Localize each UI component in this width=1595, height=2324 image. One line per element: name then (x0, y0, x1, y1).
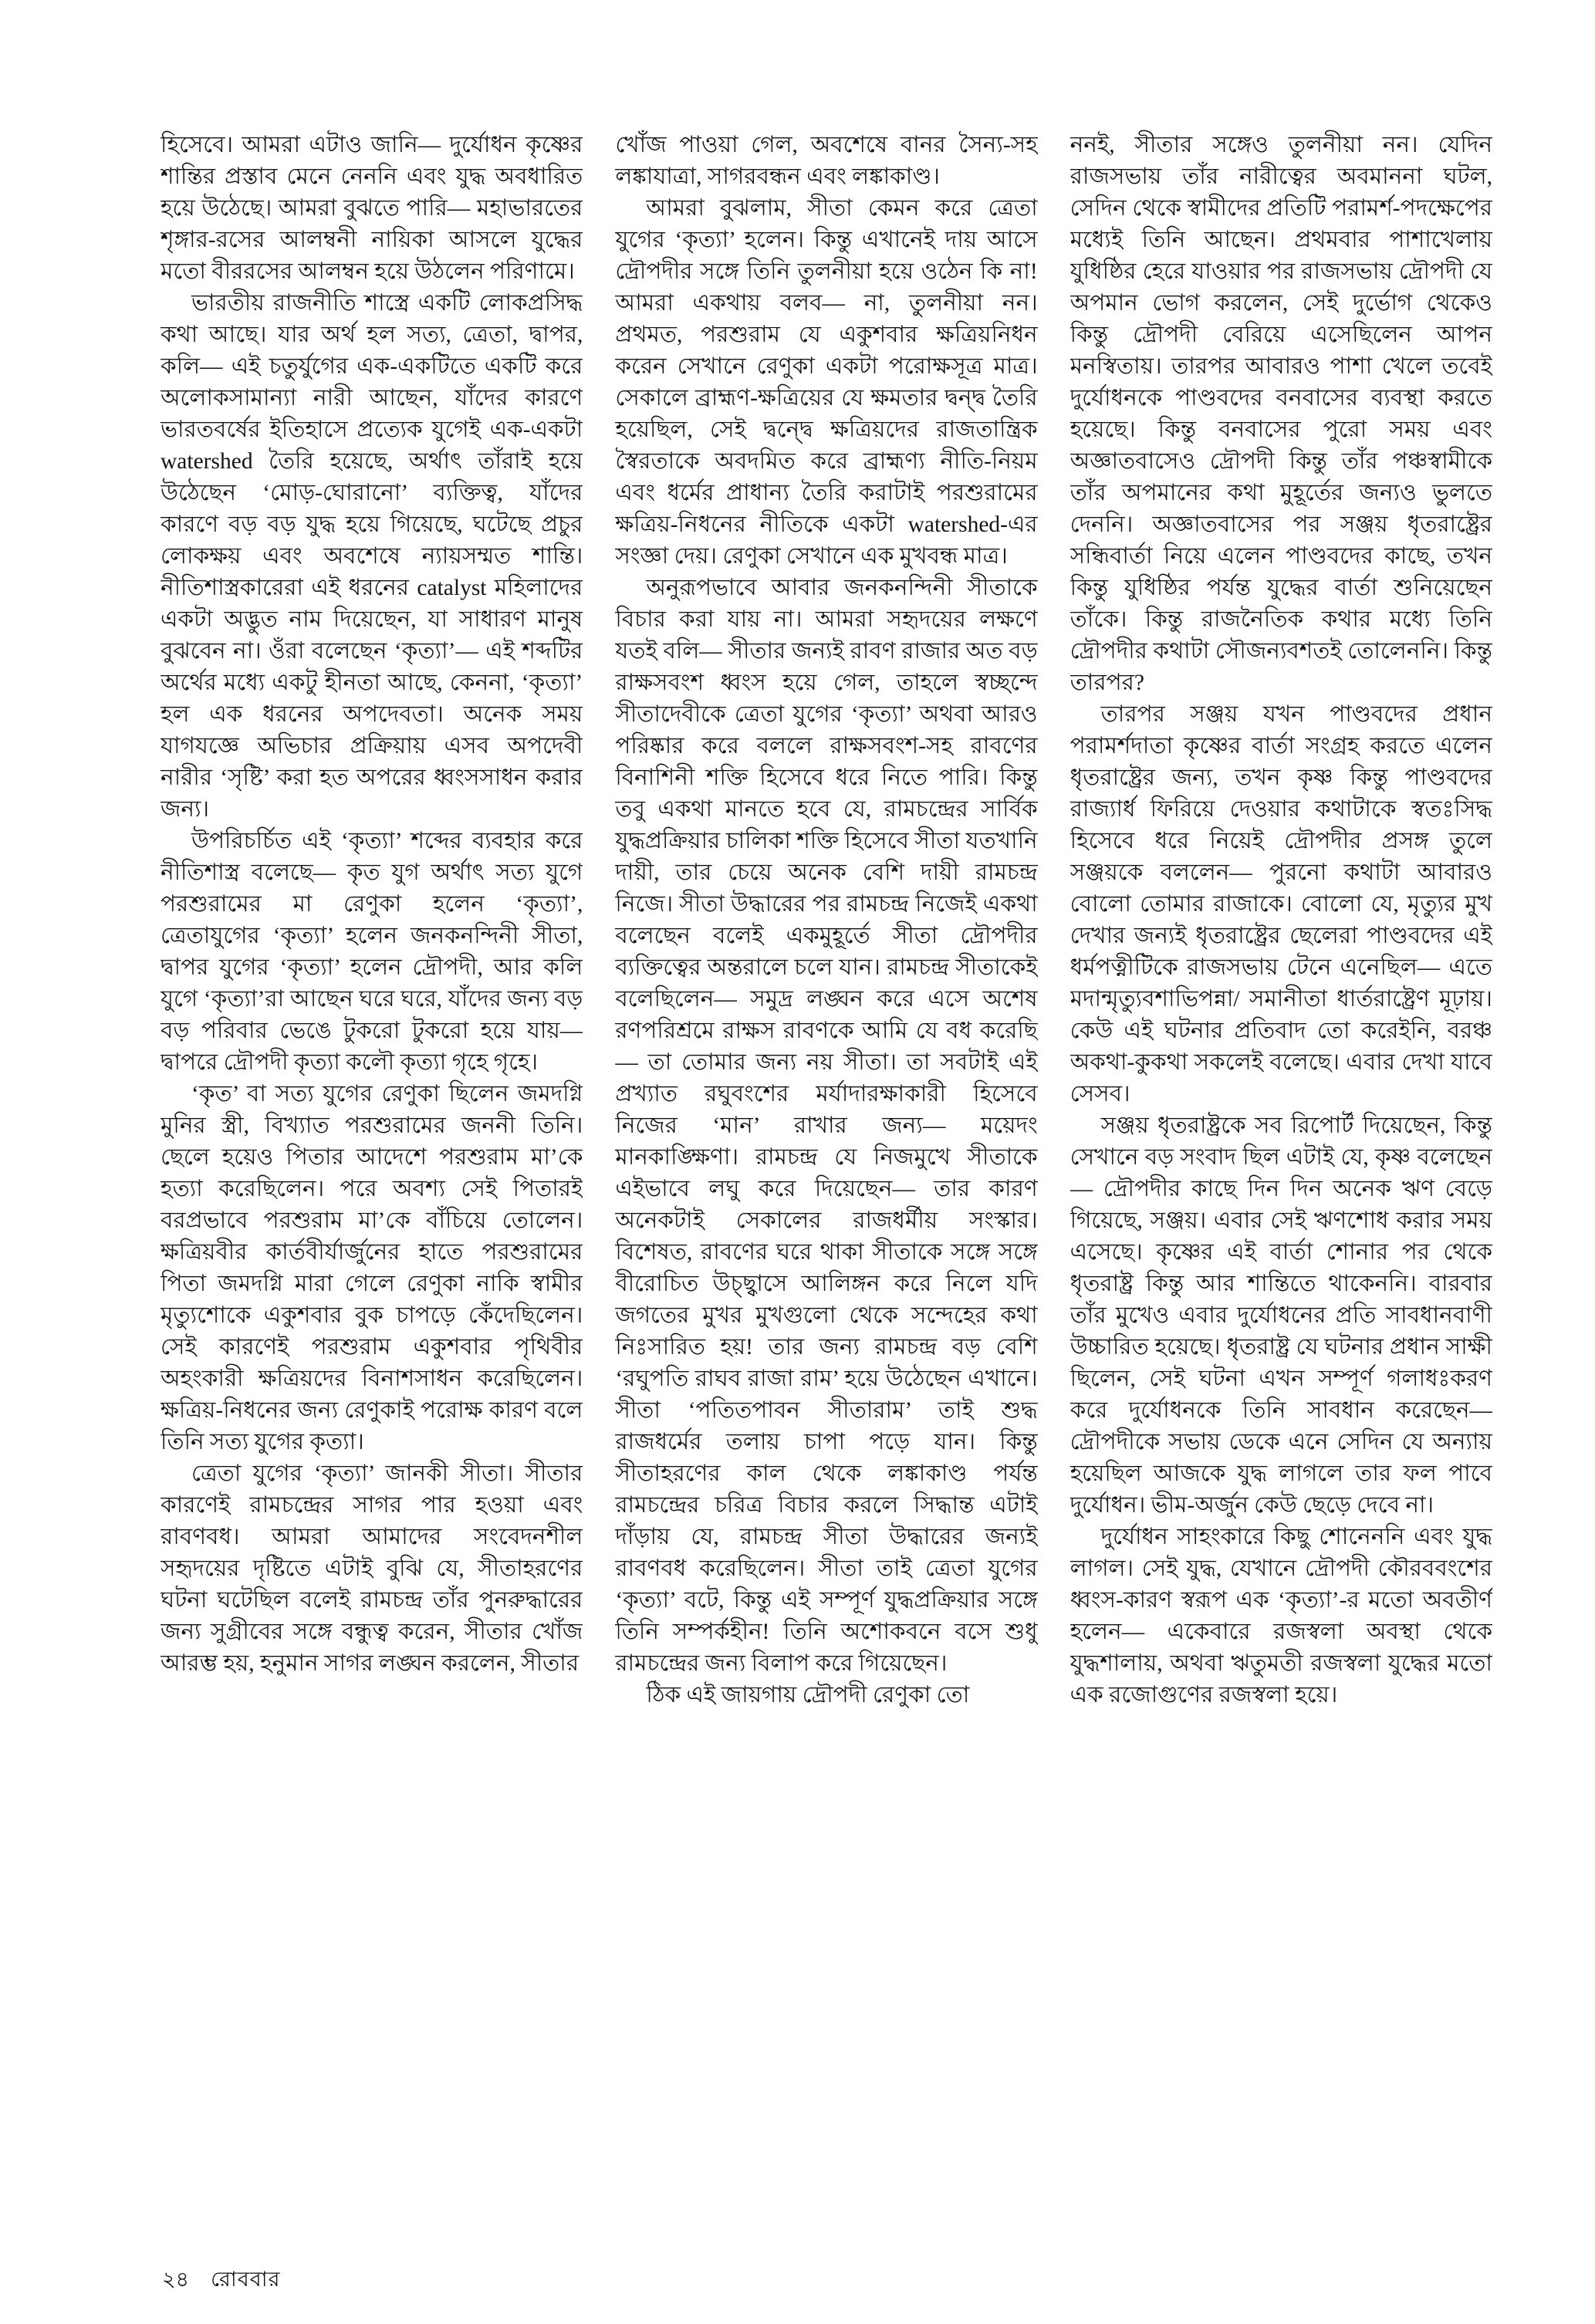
text-column-2 (615, 130, 1037, 2265)
paragraph: উপরিচর্চিত এই ‘কৃত্যা’ শব্দের ব্যবহার করে নীতিশাস্ত্র বলেছে— কৃত যুগ অর্থাৎ সত্য যুগে পরশুরামের মা রেণুকা হলেন ‘কৃত্যা’, ত্রেতাযুগের ‘কৃত্যা’ হলেন জনকনন্দিনী সীতা, দ্বাপর যুগের ‘কৃত্যা’ হলেন দ্রৌপদী, আর কলি যুগে ‘কৃত্যা’রা আছেন ঘরে ঘরে, যাঁদের জন্য বড় বড় পরিবার ভেঙে টুকরো টুকরো হয়ে যায়— দ্বাপরে দ্রৌপদী কৃত্যা কলৌ কৃত্যা গৃহে গৃহে। (161, 829, 583, 1075)
page-number: ২৪ (162, 2268, 190, 2291)
paragraph: আমরা বুঝলাম, সীতা কেমন করে ত্রেতা যুগের ‘কৃত্যা’ হলেন। কিন্তু এখানেই দায় আসে দ্রৌপদীর সঙ্গে তিনি তুলনীয়া হয়ে ওঠেন কি না! আমরা একথায় বলব— না, তুলনীয়া নন। প্রথমত, পরশুরাম যে একুশবার ক্ষত্রিয়নিধন করেন সেখানে রেণুকা একটা পরোক্ষসূত্র মাত্র। সেকালে ব্রাহ্মণ-ক্ষত্রিয়ের যে ক্ষমতার দ্বন্দ্ব তৈরি হয়েছিল, সেই দ্বন্দ্বে ক্ষত্রিয়দের রাজতান্ত্রিক স্বৈরতাকে অবদমিত করে ব্রাহ্মণ্য নীতি-নিয়ম এবং ধর্মের প্রাধান্য তৈরি করাটাই পরশুরামের ক্ষত্রিয়-নিধনের নীতিকে একটা watershed-এর সংজ্ঞা দেয়। রেণুকা সেখানে এক মুখবন্ধ মাত্র। (615, 196, 1038, 569)
paragraph: ভারতীয় রাজনীতি শাস্ত্রে একটি লোকপ্রসিদ্ধ কথা আছে। যার অর্থ হল সত্য, ত্রেতা, দ্বাপর, কলি— এই চতুর্যুগের এক-একটিতে একটি করে অলোকসামান্যা নারী আছেন, যাঁদের কারণে ভারতবর্ষের ইতিহাসে প্রত্যেক যুগেই এক-একটা watershed তৈরি হয়েছে, অর্থাৎ তাঁরাই হয়ে উঠেছেন ‘মোড়-ঘোরানো’ ব্যক্তিত্ব, যাঁদের কারণে বড় বড় যুদ্ধ হয়ে গিয়েছে, ঘটেছে প্রচুর লোকক্ষয় এবং অবশেষে ন্যায়সম্মত শান্তি। নীতিশাস্ত্রকারেরা এই ধরনের catalyst মহিলাদের একটা অদ্ভুত নাম দিয়েছেন, যা সাধারণ মানুষ বুঝবেন না। ওঁরা বলেছেন ‘কৃত্যা’— এই শব্দটির অর্থের মধ্যে একটু হীনতা আছে, কেননা, ‘কৃত্যা’ হল এক ধরনের অপদেবতা। অনেক সময় যাগযজ্ঞে অভিচার প্রক্রিয়ায় এসব অপদেবী নারীর ‘সৃষ্টি’ করা হত অপরের ধ্বংসসাধন করার জন্য। (161, 291, 583, 822)
paragraph: ঠিক এই জায়গায় দ্রৌপদী রেণুকা তো (646, 1683, 970, 1708)
page-footer (162, 2264, 280, 2299)
text-column-3 (1070, 130, 1492, 2265)
paragraph: সঞ্জয় ধৃতরাষ্ট্রকে সব রিপোর্ট দিয়েছেন, কিন্তু সেখানে বড় সংবাদ ছিল এটাই যে, কৃষ্ণ বলেছেন— দ্রৌপদীর কাছে দিন দিন অনেক ঋণ বেড়ে গিয়েছে, সঞ্জয়। এবার সেই ঋণশোধ করার সময় এসেছে। কৃষ্ণের এই বার্তা শোনার পর থেকে ধৃতরাষ্ট্র কিন্তু আর শান্তিতে থাকেননি। বারবার তাঁর মুখেও এবার দুর্যোধনের প্রতি সাবধানবাণী উচ্চারিত হয়েছে। ধৃতরাষ্ট্র যে ঘটনার প্রধান সাক্ষী ছিলেন, সেই ঘটনা এখন সম্পূর্ণ গলাধঃকরণ করে দুর্যোধনকে তিনি সাবধান করেছেন— দ্রৌপদীকে সভায় ডেকে এনে সেদিন যে অন্যায় হয়েছিল আজকে যুদ্ধ লাগলে তার ফল পাবে দুর্যোধন। ভীম-অর্জুন কেউ ছেড়ে দেবে না। (1070, 1113, 1492, 1518)
paragraph: ননই, সীতার সঙ্গেও তুলনীয়া নন। যেদিন রাজসভায় তাঁর নারীত্বের অবমাননা ঘটল, সেদিন থেকে স্বামীদের প্রতিটি পরামর্শ-পদক্ষেপের মধ্যেই তিনি আছেন। প্রথমবার পাশাখেলায় যুধিষ্ঠির হেরে যাওয়ার পর রাজসভায় দ্রৌপদী যে অপমান ভোগ করলেন, সেই দুর্ভোগ থেকেও কিন্তু দ্রৌপদী বেরিয়ে এসেছিলেন আপন মনস্বিতায়। তারপর আবারও পাশা খেলে তবেই দুর্যোধনকে পাণ্ডবদের বনবাসের ব্যবস্থা করতে হয়েছে। কিন্তু বনবাসের পুরো সময় এবং অজ্ঞাতবাসেও দ্রৌপদী কিন্তু তাঁর পঞ্চস্বামীকে তাঁর অপমানের কথা মুহূর্তের জন্যও ভুলতে দেননি। অজ্ঞাতবাসের পর সঞ্জয় ধৃতরাষ্ট্রের সন্ধিবার্তা নিয়ে এলেন পাণ্ডবদের কাছে, তখন কিন্তু যুধিষ্ঠির পর্যন্ত যুদ্ধের বার্তা শুনিয়েছেন তাঁকে। কিন্তু রাজনৈতিক কথার মধ্যে তিনি দ্রৌপদীর কথাটা সৌজন্যবশতই তোলেননি। কিন্তু তারপর? (1070, 133, 1492, 695)
magazine-name: রোববার (211, 2268, 281, 2291)
paragraph: ত্রেতা যুগের ‘কৃত্যা’ জানকী সীতা। সীতার কারণেই রামচন্দ্রের সাগর পার হওয়া এবং রাবণবধ। আমরা আমাদের সংবেদনশীল সহৃদয়ের দৃষ্টিতে এটাই বুঝি যে, সীতাহরণের ঘটনা ঘটেছিল বলেই রামচন্দ্র তাঁর পুনরুদ্ধারের জন্য সুগ্রীবের সঙ্গে বন্ধুত্ব করেন, সীতার খোঁজ আরম্ভ হয়, হনুমান সাগর লঙ্ঘন করলেন, সীতার (161, 1461, 583, 1676)
paragraph: তারপর সঞ্জয় যখন পাণ্ডবদের প্রধান পরামর্শদাতা কৃষ্ণের বার্তা সংগ্রহ করতে এলেন ধৃতরাষ্ট্রের জন্য, তখন কৃষ্ণ কিন্তু পাণ্ডবদের রাজ্যার্ধ ফিরিয়ে দেওয়ার কথাটাকে স্বতঃসিদ্ধ হিসেবে ধরে নিয়েই দ্রৌপদীর প্রসঙ্গ তুলে সঞ্জয়কে বললেন— পুরনো কথাটা আবারও বোলো তোমার রাজাকে। বোলো যে, মৃত্যুর মুখ দেখার জন্যই ধৃতরাষ্ট্রের ছেলেরা পাণ্ডবদের এই ধর্মপত্নীটিকে রাজসভায় টেনে এনেছিল— এতে মদান্মৃত্যুবশাভিপন্না/ সমানীতা ধার্তরাষ্ট্রেণ মূঢ়ায়। কেউ এই ঘটনার প্রতিবাদ তো করেইনি, বরঞ্চ অকথা-কুকথা সকলেই বলেছে। এবার দেখা যাবে সেসব। (1070, 702, 1492, 1106)
paragraph: হিসেবে। আমরা এটাও জানি— দুর্যোধন কৃষ্ণের শান্তির প্রস্তাব মেনে নেননি এবং যুদ্ধ অবধারিত হয়ে উঠেছে। আমরা বুঝতে পারি— মহাভারতের শৃঙ্গার-রসের আলম্বনী নায়িকা আসলে যুদ্ধের মতো বীররসের আলম্বন হয়ে উঠলেন পরিণামে। (161, 133, 583, 284)
paragraph: ‘কৃত’ বা সত্য যুগের রেণুকা ছিলেন জমদগ্নি মুনির স্ত্রী, বিখ্যাত পরশুরামের জননী তিনি। ছেলে হয়েও পিতার আদেশে পরশুরাম মা’কে হত্যা করেছিলেন। পরে অবশ্য সেই পিতারই বরপ্রভাবে পরশুরাম মা’কে বাঁচিয়ে তোলেন। ক্ষত্রিয়বীর কার্তবীর্যার্জুনের হাতে পরশুরামের পিতা জমদগ্নি মারা গেলে রেণুকা নাকি স্বামীর মৃত্যুশোকে একুশবার বুক চাপড়ে কেঁদেছিলেন। সেই কারণেই পরশুরাম একুশবার পৃথিবীর অহংকারী ক্ষত্রিয়দের বিনাশসাধন করেছিলেন। ক্ষত্রিয়-নিধনের জন্য রেণুকাই পরোক্ষ কারণ বলে তিনি সত্য যুগের কৃত্যা। (161, 1082, 583, 1454)
paragraph: অনুরূপভাবে আবার জনকনন্দিনী সীতাকে বিচার করা যায় না। আমরা সহৃদয়ের লক্ষণে যতই বলি— সীতার জন্যই রাবণ রাজার অত বড় রাক্ষসবংশ ধ্বংস হয়ে গেল, তাহলে স্বচ্ছন্দে সীতাদেবীকে ত্রেতা যুগের ‘কৃত্যা’ অথবা আরও পরিষ্কার করে বললে রাক্ষসবংশ-সহ রাবণের বিনাশিনী শক্তি হিসেবে ধরে নিতে পারি। কিন্তু তবু একথা মানতে হবে যে, রামচন্দ্রের সার্বিক যুদ্ধপ্রক্রিয়ার চালিকা শক্তি হিসেবে সীতা যতখানি দায়ী, তার চেয়ে অনেক বেশি দায়ী রামচন্দ্র নিজে। সীতা উদ্ধারের পর রামচন্দ্র নিজেই একথা বলেছেন বলেই একমুহূর্তে সীতা দ্রৌপদীর ব্যক্তিত্বের অন্তরালে চলে যান। রামচন্দ্র সীতাকেই বলেছিলেন— সমুদ্র লঙ্ঘন করে এসে অশেষ রণপরিশ্রমে রাক্ষস রাবণকে আমি যে বধ করেছি— তা তোমার জন্য নয় সীতা। তা সবটাই এই প্রখ্যাত রঘুবংশের মর্যাদারক্ষাকারী হিসেবে নিজের ‘মান’ রাখার জন্য— ময়েদং মানকাঙ্ক্ষিণা। রামচন্দ্র যে নিজমুখে সীতাকে এইভাবে লঘু করে দিয়েছেন— তার কারণ অনেকটাই সেকালের রাজধর্মীয় সংস্কার। বিশেষত, রাবণের ঘরে থাকা সীতাকে সঙ্গে সঙ্গে বীরোচিত উচ্ছ্বাসে আলিঙ্গন করে নিলে যদি জগতের মুখর মুখগুলো থেকে সন্দেহের কথা নিঃসারিত হয়! তার জন্য রামচন্দ্র বড় বেশি ‘রঘুপতি রাঘব রাজা রাম’ হয়ে উঠেছেন এখানে। সীতা ‘পতিতপাবন সীতারাম’ তাই শুদ্ধ রাজধর্মের তলায় চাপা পড়ে যান। কিন্তু সীতাহরণের কাল থেকে লঙ্কাকাণ্ড পর্যন্ত রামচন্দ্রের চরিত্র বিচার করলে সিদ্ধান্ত এটাই দাঁড়ায় যে, রামচন্দ্র সীতা উদ্ধারের জন্যই রাবণবধ করেছিলেন। সীতা তাই ত্রেতা যুগের ‘কৃত্যা’ বটে, কিন্তু এই সম্পূর্ণ যুদ্ধপ্রক্রিয়ার সঙ্গে তিনি সম্পর্কহীন! তিনি অশোকবনে বসে শুধু রামচন্দ্রের জন্য বিলাপ করে গিয়েছেন। (615, 576, 1038, 1676)
article-body (161, 130, 1492, 2265)
paragraph: খোঁজ পাওয়া গেল, অবশেষে বানর সৈন্য-সহ লঙ্কাযাত্রা, সাগরবন্ধন এবং লঙ্কাকাণ্ড। (615, 133, 1038, 189)
text-column-1 (161, 130, 583, 2265)
paragraph: দুর্যোধন সাহংকারে কিছু শোনেননি এবং যুদ্ধ লাগল। সেই যুদ্ধ, যেখানে দ্রৌপদী কৌরববংশের ধ্বংস-কারণ স্বরূপ এক ‘কৃত্যা’-র মতো অবতীর্ণ হলেন— একেবারে রজস্বলা অবস্থা থেকে যুদ্ধশালায়, অথবা ঋতুমতী রজস্বলা যুদ্ধের মতো এক রজোগুণের রজস্বলা হয়ে। (1070, 1525, 1492, 1708)
